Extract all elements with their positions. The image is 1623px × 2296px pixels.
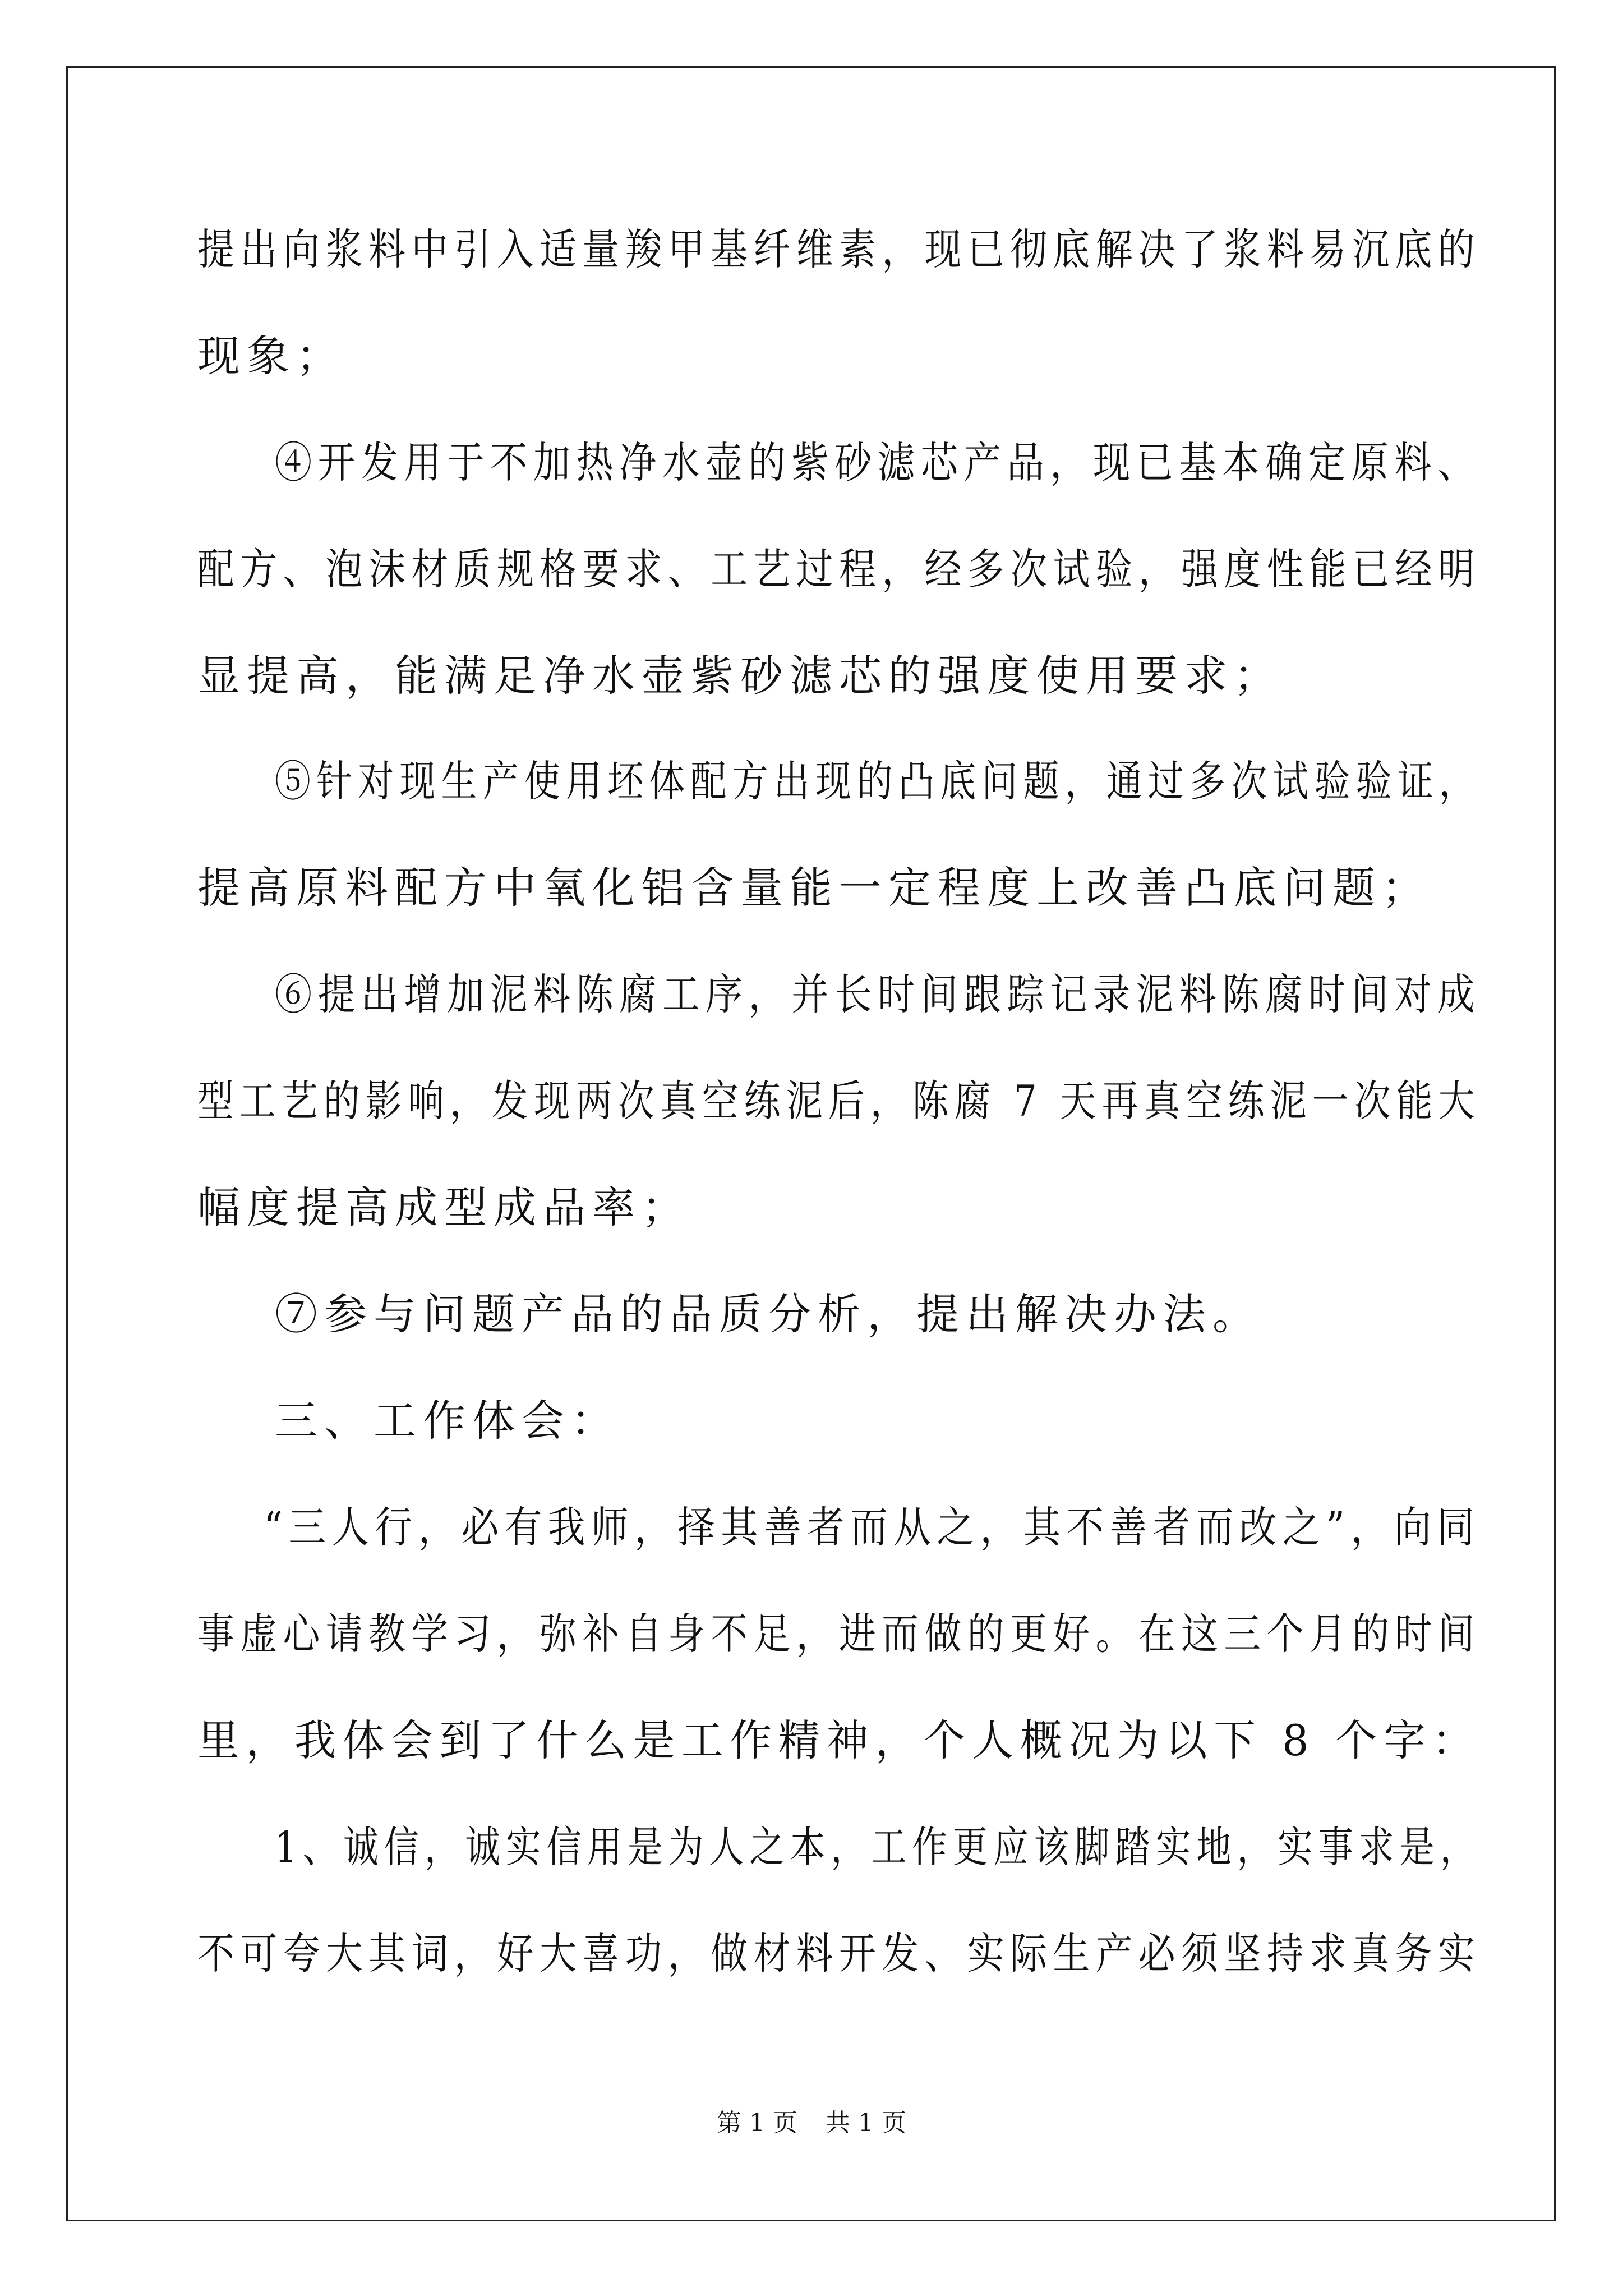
page-border (66, 66, 1556, 2221)
page-footer (0, 2106, 1623, 2140)
text-line: 幅度提高成型成品率； (197, 1182, 691, 1232)
section-heading: 三、工作体会： (275, 1396, 620, 1446)
text-line: ⑦参与问题产品的品质分析，提出解决办法。 (275, 1289, 1262, 1339)
text-line: ⑤针对现生产使用坯体配方出现的凸底问题，通过多次试验验证， (275, 756, 1481, 806)
text-line: 配方、泡沫材质规格要求、工艺过程，经多次试验，强度性能已经明 (197, 544, 1481, 594)
text-line: 事虚心请教学习，弥补自身不足，进而做的更好。在这三个月的时间 (197, 1609, 1481, 1659)
text-line: 型工艺的影响，发现两次真空练泥后，陈腐 7 天再真空练泥一次能大 (197, 1076, 1481, 1126)
text-line: 不可夸大其词，好大喜功，做材料开发、实际生产必须坚持求真务实 (197, 1929, 1481, 1978)
text-line: ⑥提出增加泥料陈腐工序，并长时间跟踪记录泥料陈腐时间对成 (275, 969, 1481, 1019)
text-line: 里，我体会到了什么是工作精神，个人概况为以下 8 个字： (197, 1715, 1481, 1765)
text-line: 1、诚信，诚实信用是为人之本，工作更应该脚踏实地，实事求是， (275, 1822, 1481, 1872)
text-line: ④开发用于不加热净水壶的紫砂滤芯产品，现已基本确定原料、 (275, 438, 1481, 487)
text-line: 显提高，能满足净水壶紫砂滤芯的强度使用要求； (197, 651, 1283, 701)
text-line: 提出向浆料中引入适量羧甲基纤维素，现已彻底解决了浆料易沉底的 (197, 224, 1481, 274)
page-number: 第 1 页 (717, 2109, 797, 2137)
page-total: 共 1 页 (826, 2109, 906, 2137)
text-line: 现象； (197, 331, 345, 381)
text-line: 提高原料配方中氧化铝含量能一定程度上改善凸底问题； (197, 863, 1431, 913)
text-line: “三人行，必有我师，择其善者而从之，其不善者而改之”，向同 (264, 1502, 1481, 1552)
